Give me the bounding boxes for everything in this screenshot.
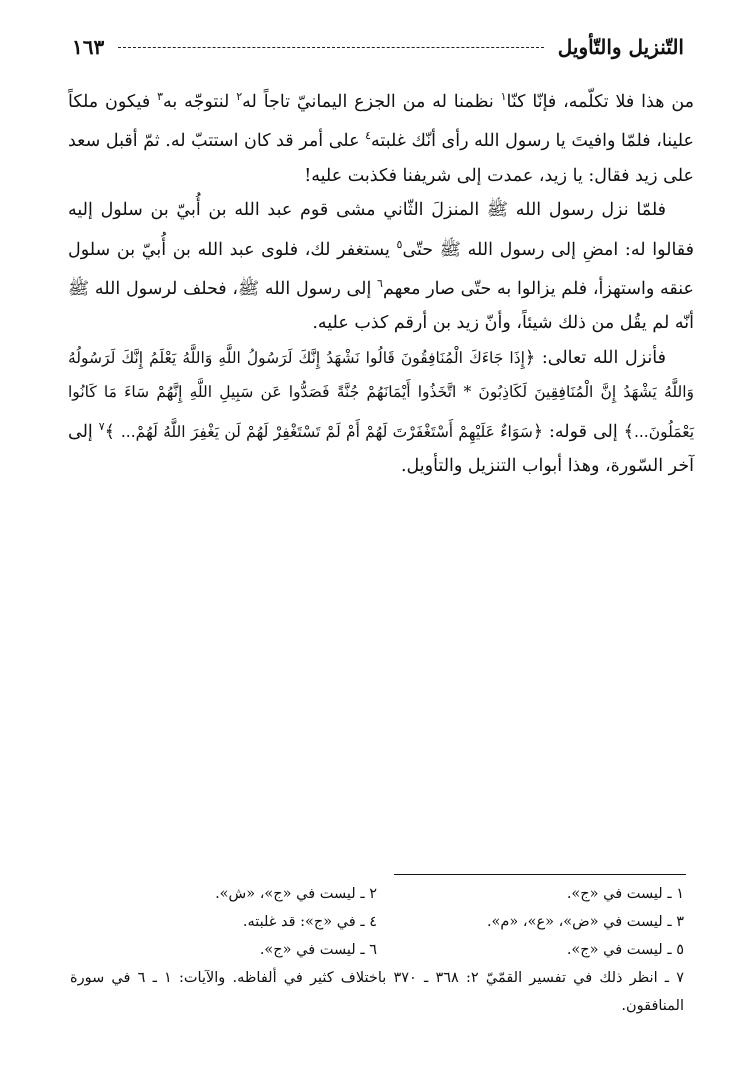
footnote-1: ١ ـ ليست في «ج». [566, 886, 684, 902]
footnote-ref-7: ٧ [98, 419, 105, 433]
page-header [72, 30, 684, 64]
footnote-ref-5: ٥ [396, 237, 403, 251]
paragraph-1: من هذا فلا تكلّمه، فإنّا كنّا$^١$ نظمنا له من الجزع اليمانيّ تاجاً له$^٢$ لنتوجّه به$^٣$ فيكون ملكاً علينا، فلمّا وافيتَ يا رسول الله رأى أنّك غلبته$^٤$ على أمر قد كان استتبّ له. ثمّ أقبل سعد على زيد فقال: يا زيد، عمدت إلى شريفنا فكذبت عليه! [68, 90, 695, 186]
footnote-2: ٢ ـ ليست في «ج»، «ش». [215, 886, 377, 902]
paragraph-3: فأنزل الله تعالى: ﴿إِذَا جَاءَكَ الْمُنَافِقُونَ قَالُوا نَشْهَدُ إِنَّكَ لَرَسُولُ اللَّهِ وَاللَّهُ يَعْلَمُ إِنَّكَ لَرَسُولُهُ وَاللَّهُ يَشْهَدُ إِنَّ الْمُنَافِقِينَ لَكَاذِبُونَ * اتَّخَذُوا أَيْمَانَهُمْ جُنَّةً فَصَدُّوا عَن سَبِيلِ اللَّهِ إِنَّهُمْ سَاءَ مَا كَانُوا يَعْمَلُونَ...﴾ إلى قوله: ﴿سَوَاءٌ عَلَيْهِمْ أَسْتَغْفَرْتَ لَهُمْ أَمْ لَمْ تَسْتَغْفِرْ لَهُمْ لَن يَغْفِرَ اللَّهُ لَهُمْ... ﴾$^٧$ إلى آخر السّورة، وهذا أبواب التنزيل والتأويل. [68, 347, 695, 477]
running-title: التّنزيل والتّأويل [557, 35, 684, 59]
footnotes [70, 880, 684, 1020]
main-text [68, 80, 694, 484]
quran-verse-2: سَوَاءٌ عَلَيْهِمْ أَسْتَغْفَرْتَ لَهُمْ أَمْ لَمْ تَسْتَغْفِرْ لَهُمْ لَن يَغْفِرَ اللَّهُ لَهُمْ... [120, 422, 533, 441]
footnote-5: ٥ ـ ليست في «ج». [566, 942, 684, 958]
footnote-7: ٧ ـ انظر ذلك في تفسير القمّيّ ٢: ٣٦٨ ـ ٣٧٠ باختلاف كثير في ألفاظه. والآيات: ١ ـ ٦ في سورة المنافقون. [70, 970, 685, 1014]
footnote-ref-1: ١ [500, 90, 507, 103]
page-number: ١٦٣ [72, 35, 105, 59]
footnote-ref-4: ٤ [365, 129, 372, 143]
footnote-4: ٤ ـ في «ج»: قد غلبته. [242, 914, 377, 930]
header-rule [118, 47, 544, 48]
footnote-ref-2: ٢ [236, 90, 243, 103]
paragraph-2: فلمّا نزل رسول الله ﷺ المنزلَ الثّاني مشى قوم عبد الله بن أُبيّ بن سلول إليه فقالوا له: امضِ إلى رسول الله ﷺ حتّى$^٥$ يستغفر لك، فلوى عبد الله بن أُبيّ بن سلول عنقه واستهزأ، فلم يزالوا به حتّى صار معهم$^٦$ إلى رسول الله ﷺ، فحلف لرسول الله ﷺ أنّه لم يقُل من ذلك شيئاً، وأنّ زيد بن أرقم كذب عليه. [68, 200, 694, 334]
quran-verse-1: إِذَا جَاءَكَ الْمُنَافِقُونَ قَالُوا نَشْهَدُ إِنَّكَ لَرَسُولُ اللَّهِ وَاللَّهُ يَعْلَمُ إِنَّكَ لَرَسُولُهُ وَاللَّهُ يَشْهَدُ إِنَّ الْمُنَافِقِينَ لَكَاذِبُونَ * اتَّخَذُوا أَيْمَانَهُمْ جُنَّةً فَصَدُّوا عَن سَبِيلِ اللَّهِ إِنَّهُمْ سَاءَ مَا كَانُوا يَعْمَلُونَ... [68, 348, 695, 441]
footnote-separator [394, 874, 686, 875]
footnote-ref-3: ٣ [157, 90, 164, 103]
footnote-ref-6: ٦ [377, 276, 383, 290]
footnote-3: ٣ ـ ليست في «ض»، «ع»، «م». [486, 914, 684, 930]
footnote-6: ٦ ـ ليست في «ج». [259, 942, 377, 958]
